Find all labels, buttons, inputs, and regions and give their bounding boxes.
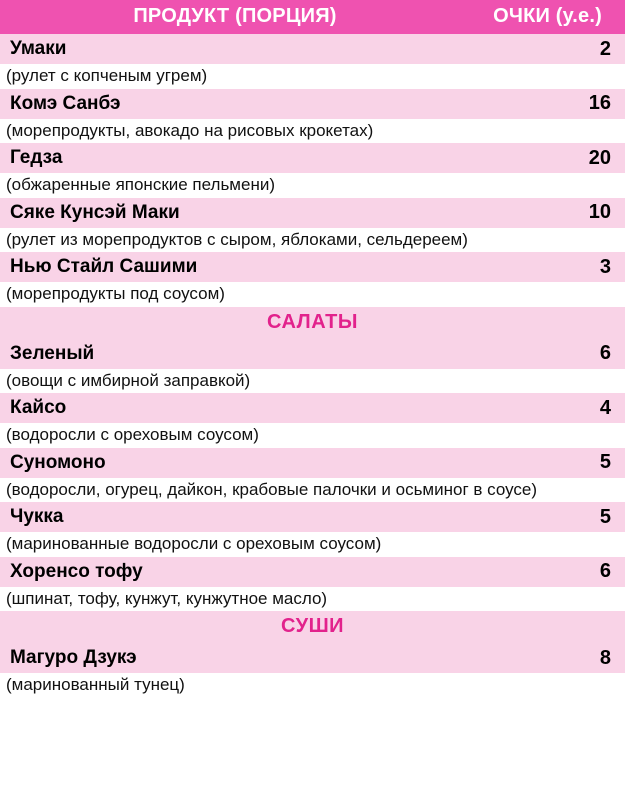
description-row — [0, 532, 625, 557]
product-name: Зеленый — [0, 339, 470, 369]
table-row — [0, 502, 625, 532]
section-title: САЛАТЫ — [0, 307, 625, 339]
product-description: (овощи с имбирной заправкой) — [0, 369, 625, 394]
product-name: Кайсо — [0, 393, 470, 423]
product-name: Магуро Дзукэ — [0, 643, 470, 673]
product-header-cell — [0, 0, 470, 34]
section-title: СУШИ — [0, 611, 625, 643]
product-name: Хоренсо тофу — [0, 557, 470, 587]
product-description: (водоросли с ореховым соусом) — [0, 423, 625, 448]
table-row — [0, 252, 625, 282]
description-row — [0, 478, 625, 503]
product-points: 20 — [470, 143, 625, 173]
points-header-cell — [470, 0, 625, 34]
product-points: 3 — [470, 252, 625, 282]
table-row — [0, 643, 625, 673]
description-row — [0, 423, 625, 448]
product-name: Комэ Санбэ — [0, 89, 470, 119]
points-header-label: ОЧКИ (у.е.) — [470, 0, 625, 34]
description-row — [0, 228, 625, 253]
description-row — [0, 673, 625, 698]
section-header-row — [0, 611, 625, 643]
product-description: (обжаренные японские пельмени) — [0, 173, 625, 198]
product-points: 5 — [470, 448, 625, 478]
product-name: Нью Стайл Сашими — [0, 252, 470, 282]
product-points: 4 — [470, 393, 625, 423]
product-description: (водоросли, огурец, дайкон, крабовые палочки и осьминог в соусе) — [0, 478, 625, 503]
product-description: (маринованные водоросли с ореховым соусом) — [0, 532, 625, 557]
description-row — [0, 587, 625, 612]
product-points: 6 — [470, 339, 625, 369]
product-header-label: ПРОДУКТ (ПОРЦИЯ) — [0, 0, 470, 34]
product-description: (маринованный тунец) — [0, 673, 625, 698]
product-description: (морепродукты под соусом) — [0, 282, 625, 307]
description-row — [0, 64, 625, 89]
product-points: 2 — [470, 34, 625, 64]
description-row — [0, 369, 625, 394]
description-row — [0, 173, 625, 198]
product-description: (рулет из морепродуктов с сыром, яблоками, сельдереем) — [0, 228, 625, 253]
table-row — [0, 198, 625, 228]
product-points: 10 — [470, 198, 625, 228]
table-row — [0, 89, 625, 119]
product-name: Гедза — [0, 143, 470, 173]
table-row — [0, 448, 625, 478]
table-row — [0, 34, 625, 64]
product-points: 16 — [470, 89, 625, 119]
table-row — [0, 557, 625, 587]
product-description: (рулет с копченым угрем) — [0, 64, 625, 89]
product-points: 6 — [470, 557, 625, 587]
product-name: Умаки — [0, 34, 470, 64]
table-row — [0, 393, 625, 423]
product-description: (шпинат, тофу, кунжут, кунжутное масло) — [0, 587, 625, 612]
product-description: (морепродукты, авокадо на рисовых крокетах) — [0, 119, 625, 144]
table-row — [0, 143, 625, 173]
product-name: Сяке Кунсэй Маки — [0, 198, 470, 228]
table-row — [0, 339, 625, 369]
product-name: Суномоно — [0, 448, 470, 478]
product-name: Чукка — [0, 502, 470, 532]
section-header-row — [0, 307, 625, 339]
product-points: 5 — [470, 502, 625, 532]
description-row — [0, 282, 625, 307]
table-header-row — [0, 0, 625, 34]
description-row — [0, 119, 625, 144]
product-points: 8 — [470, 643, 625, 673]
